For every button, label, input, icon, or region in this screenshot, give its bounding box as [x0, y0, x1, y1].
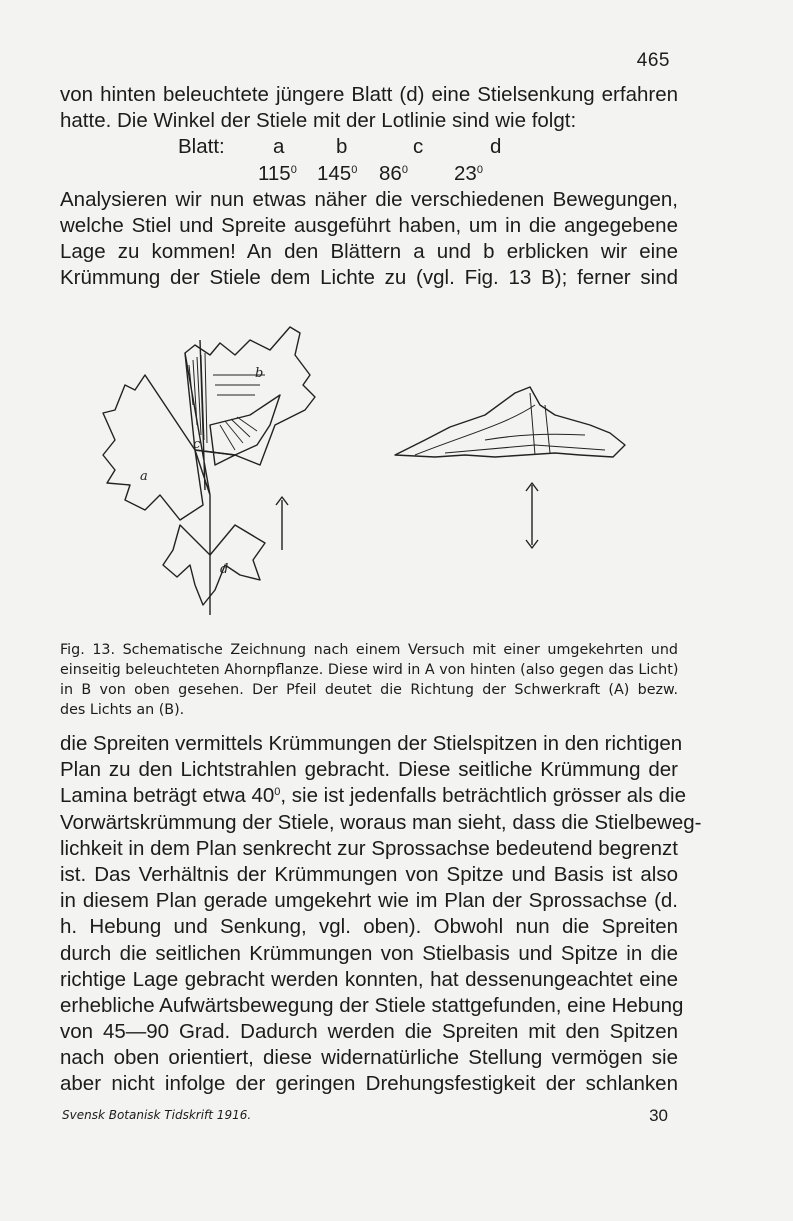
caption-line: in B von oben gesehen. Der Pfeil deutet die Richtung der Schwerkraft (A) bezw.: [60, 682, 678, 698]
leaf-outline-top-view: [395, 387, 625, 457]
leaf-b-header: b: [336, 135, 348, 159]
label-c: c: [193, 437, 201, 452]
caption-line: des Lichts an (B).: [60, 702, 185, 718]
text-line: von hinten beleuchtete jüngere Blatt (d) eine Stielsenkung erfahren: [60, 83, 678, 106]
text-line: aber nicht infolge der geringen Drehungsfestigkeit der schlanken: [60, 1072, 678, 1096]
figure-caption: [60, 640, 678, 720]
text-line: von 45—90 Grad. Dadurch werden die Spreiten mit den Spitzen: [60, 1020, 678, 1044]
text-line: richtige Lage gebracht werden konnten, hat dessenungeachtet eine: [60, 967, 678, 991]
text-line: erhebliche Aufwärtsbewegung der Stiele stattgefunden, eine Hebung: [60, 993, 684, 1017]
text-line: ist. Das Verhältnis der Krümmungen von Spitze und Basis ist also: [60, 862, 678, 886]
text-line: hatte. Die Winkel der Stiele mit der Lotlinie sind wie folgt:: [60, 109, 577, 133]
label-b: b: [255, 366, 264, 381]
caption-line: Fig. 13. Schematische Zeichnung nach einem Versuch mit einer umgekehrten und: [60, 642, 678, 658]
angle-c: $86^0$: [379, 161, 408, 185]
leaf-d-outline: [163, 525, 265, 605]
paragraph-bottom: [60, 731, 702, 1098]
text-line: Analysieren wir nun etwas näher die verschiedenen Bewegungen,: [60, 187, 678, 211]
text-line: Lamina beträgt etwa $40^0$, sie ist jedenfalls beträchtlich grösser als die: [60, 784, 687, 808]
leaf-b-outline: [185, 327, 315, 465]
text-line: lichkeit in dem Plan senkrecht zur Sprossachse bedeutend begrenzt: [60, 836, 678, 860]
angle-table-values: [60, 161, 678, 187]
leaf-veins-top-view: [415, 393, 605, 455]
signature-mark: 30: [649, 1106, 668, 1125]
figure-13: [85, 315, 685, 635]
text-line: durch die seitlichen Krümmungen von Stielbasis und Spitze in die: [60, 941, 678, 965]
table-label: Blatt:: [178, 135, 225, 159]
text-line: h. Hebung und Senkung, vgl. oben). Obwohl nun die Spreiten: [60, 915, 678, 939]
leaf-a-outline: [103, 375, 203, 520]
gravity-arrow: [276, 497, 288, 550]
text-line: die Spreiten vermittels Krümmungen der Stielspitzen in den richtigen: [60, 732, 683, 755]
light-arrow: [526, 483, 538, 548]
angle-table-header: [60, 134, 678, 160]
figure-b-drawing: [395, 387, 625, 548]
text-line: welche Stiel und Spreite ausgeführt haben, um in die angegebene: [60, 213, 678, 237]
page-footer: [62, 1106, 668, 1126]
text-line: Krümmung der Stiele dem Lichte zu (vgl. Fig. 13 B); ferner sind: [60, 266, 678, 290]
leaf-d-header: d: [490, 135, 502, 159]
text-line: Plan zu den Lichtstrahlen gebracht. Diese seitliche Krümmung der: [60, 758, 678, 782]
text-line: Lage zu kommen! An den Blättern a und b erblicken wir eine: [60, 240, 678, 264]
leaf-a-header: a: [273, 135, 285, 159]
text-line: Vorwärtskrümmung der Stiele, woraus man sieht, dass die Stielbeweg-: [60, 810, 702, 834]
text-line: nach oben orientiert, diese widernatürliche Stellung vermögen sie: [60, 1046, 678, 1070]
figure-a-drawing: [103, 327, 315, 615]
leaf-c-hatching: [220, 417, 257, 450]
leaf-c-outline: [210, 395, 280, 465]
angle-b: $145^0$: [317, 161, 358, 185]
journal-name: Svensk Botanisk Tidskrift 1916.: [62, 1108, 252, 1122]
paragraph-top: [60, 82, 678, 292]
caption-line: einseitig beleuchteten Ahornpflanze. Diese wird in A von hinten (also gegen das Licht): [60, 662, 679, 678]
page-number: 465: [636, 50, 670, 71]
text-line: in diesem Plan gerade umgekehrt wie im Plan der Sprossachse (d.: [60, 889, 678, 913]
label-d: d: [220, 562, 229, 577]
angle-d: $23^0$: [454, 161, 483, 185]
label-a: a: [140, 469, 148, 484]
leaf-c-header: c: [413, 135, 424, 159]
angle-a: $115^0$: [258, 161, 297, 185]
